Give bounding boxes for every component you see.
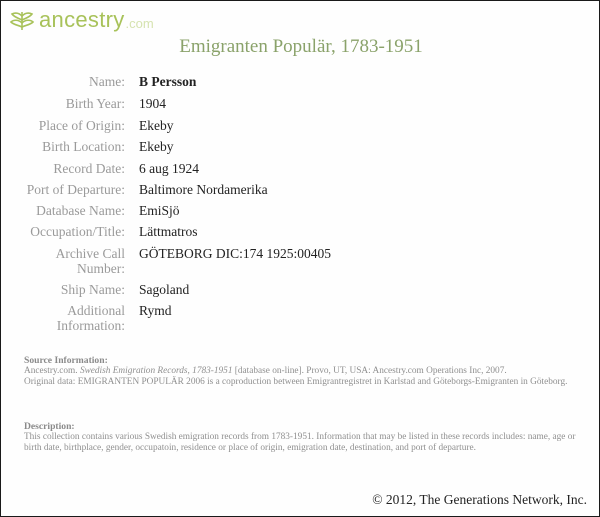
description xyxy=(24,421,589,454)
field-label: Port of Departure: xyxy=(26,182,125,197)
copyright-notice: © 2012, The Generations Network, Inc. xyxy=(372,492,587,507)
field-label: Birth Year: xyxy=(65,96,125,111)
field-label: Occupation/Title: xyxy=(30,224,125,239)
field-label: Ship Name: xyxy=(60,282,125,297)
field-value: Rymd xyxy=(139,303,172,318)
source-title: Swedish Emigration Records, 1783-1951 xyxy=(79,366,233,376)
source-citation xyxy=(24,366,589,377)
source-prefix: Ancestry.com. xyxy=(24,366,80,376)
field-label xyxy=(0,303,125,333)
source-suffix: [database on-line]. Provo, UT, USA: Ancestry.com Operations Inc, 2007. xyxy=(232,366,507,376)
field-value: EmiSjö xyxy=(139,203,180,218)
field-label-line2: Number: xyxy=(77,261,125,276)
brand-name: ancestry xyxy=(39,7,125,32)
ancestry-logo[interactable] xyxy=(9,7,154,33)
field-label-line2: Information: xyxy=(56,318,125,333)
field-value: Ekeby xyxy=(139,139,174,154)
field-label: Record Date: xyxy=(53,161,125,176)
field-value: Sagoland xyxy=(139,282,190,297)
field-label xyxy=(0,246,125,276)
source-heading: Source Information: xyxy=(24,355,108,366)
description-heading: Description: xyxy=(24,421,75,432)
field-value: 6 aug 1924 xyxy=(139,161,199,176)
source-information xyxy=(24,355,589,388)
field-value: Ekeby xyxy=(139,118,174,133)
field-value: GÖTEBORG DIC:174 1925:00405 xyxy=(139,246,331,261)
description-text: This collection contains various Swedish emigration records from 1783-1951. Information that may be listed in these records includes: name, age or birth date, birthplace, gender, occupatoin, residence or place of origin, emigration date, destination, and port of departure. xyxy=(24,432,576,453)
field-label-line1: Additional xyxy=(67,303,125,318)
field-label: Birth Location: xyxy=(42,139,125,154)
field-label: Database Name: xyxy=(36,203,125,218)
field-value: B Persson xyxy=(139,74,197,89)
field-value: Lättmatros xyxy=(139,224,198,239)
field-value: Baltimore Nordamerika xyxy=(139,182,268,197)
field-label: Place of Origin: xyxy=(38,118,125,133)
leaf-icon xyxy=(9,8,35,32)
source-original-data: Original data: EMIGRANTEN POPULÄR 2006 is a coproduction between Emigrantregistret in Karlstad and Göteborgs-Emigranten in Göteborg. xyxy=(24,377,568,387)
field-label-line1: Archive Call xyxy=(55,246,125,261)
collection-title: Emigranten Populär, 1783-1951 xyxy=(179,36,423,57)
field-label: Name: xyxy=(89,74,125,89)
field-value: 1904 xyxy=(139,96,166,111)
brand-suffix: .com xyxy=(125,15,154,31)
